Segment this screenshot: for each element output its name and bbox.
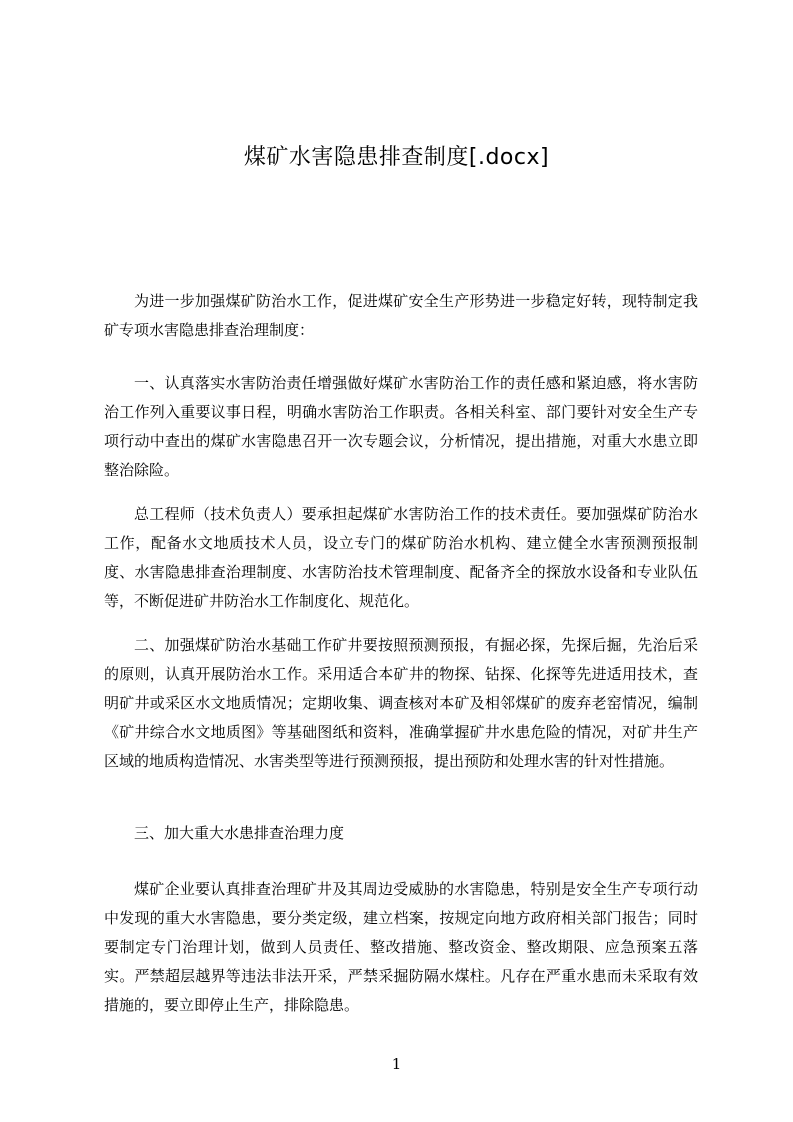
page-number: 1 bbox=[391, 1055, 402, 1073]
paragraph-chief-engineer: 总工程师（技术负责人）要承担起煤矿水害防治工作的技术责任。要加强煤矿防治水工作，配备水文地质技术人员，设立专门的煤矿防治水机构、建立健全水害预测预报制度、水害隐患排查治理制度、水害防治技术管理制度、配备齐全的探放水设备和专业队伍等，不断促进矿井防治水工作制度化、规范化。 bbox=[104, 505, 698, 610]
paragraph-intro: 为进一步加强煤矿防治水工作，促进煤矿安全生产形势进一步稳定好转，现特制定我矿专项水害隐患排查治理制度： bbox=[104, 292, 698, 339]
document-title: 煤矿水害隐患排查制度[.docx] bbox=[243, 145, 550, 170]
section-3-heading: 三、加大重大水患排查治理力度 bbox=[134, 824, 345, 842]
paragraph-section-1: 一、认真落实水害防治责任增强做好煤矿水害防治工作的责任感和紧迫感，将水害防治工作列入重要议事日程，明确水害防治工作职责。各相关科室、部门要针对安全生产专项行动中查出的煤矿水害隐患召开一次专题会议，分析情况，提出措施，对重大水患立即整治除险。 bbox=[104, 374, 698, 479]
paragraph-section-3: 煤矿企业要认真排查治理矿井及其周边受威胁的水害隐患，特别是安全生产专项行动中发现的重大水害隐患，要分类定级，建立档案，按规定向地方政府相关部门报告；同时要制定专门治理计划，做到人员责任、整改措施、整改资金、整改期限、应急预案五落实。严禁超层越界等违法非法开采，严禁采掘防隔水煤柱。凡存在严重水患而未采取有效措施的，要立即停止生产，排除隐患。 bbox=[104, 880, 698, 1014]
paragraph-section-2: 二、加强煤矿防治水基础工作矿井要按照预测预报，有掘必探，先探后掘，先治后采的原则，认真开展防治水工作。采用适合本矿井的物探、钻探、化探等先进适用技术，查明矿井或采区水文地质情况；定期收集、调查核对本矿及相邻煤矿的废弃老窑情况，编制《矿井综合水文地质图》等基础图纸和资料，准确掌握矿井水患危险的情况，对矿井生产区域的地质构造情况、水害类型等进行预测预报，提出预防和处理水害的针对性措施。 bbox=[104, 636, 698, 770]
